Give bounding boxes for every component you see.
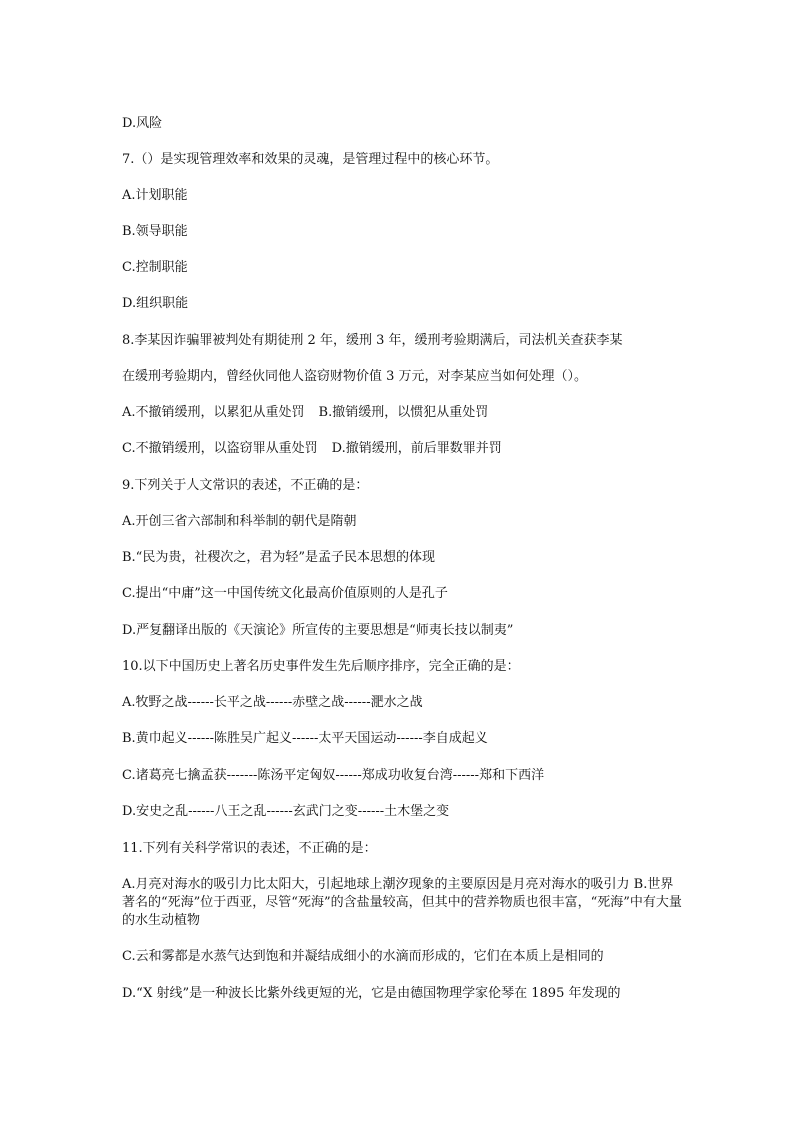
question-8-line-1: 8.李某因诈骗罪被判处有期徒刑 2 年，缓刑 3 年，缓刑考验期满后，司法机关查获李某 (122, 333, 623, 348)
options-8-cd (122, 440, 502, 458)
option-8b: B.撤销缓刑，以惯犯从重处罚 (318, 405, 489, 420)
option-10d: D.安史之乱------八王之乱------玄武门之变------土木堡之变 (122, 804, 450, 819)
question-9: 9.下列关于人文常识的表述，不正确的是： (122, 478, 369, 493)
option-7a: A.计划职能 (122, 188, 188, 203)
option-11d: D.“X 射线”是一种波长比紫外线更短的光，它是由德国物理学家伦琴在 1895 年发现的 (122, 986, 621, 1001)
options-8-ab (122, 404, 488, 422)
option-10c: C.诸葛亮七擒孟获-------陈汤平定匈奴------郑成功收复台湾------郑和下西洋 (122, 768, 545, 783)
option-6d: D.风险 (122, 116, 163, 131)
question-11: 11.下列有关科学常识的表述，不正确的是： (122, 841, 377, 856)
option-7c: C.控制职能 (122, 260, 188, 275)
option-10a: A.牧野之战------长平之战------赤壁之战------淝水之战 (122, 695, 423, 710)
option-9d: D.严复翻译出版的《天演论》所宣传的主要思想是“师夷长技以制夷” (122, 623, 514, 638)
option-8a: A.不撤销缓刑，以累犯从重处罚 (122, 405, 305, 420)
option-9b: B.“民为贵，社稷次之，君为轻”是孟子民本思想的体现 (122, 550, 435, 565)
option-10b: B.黄巾起义------陈胜吴广起义------太平天国运动------李自成起义 (122, 731, 488, 746)
option-7d: D.组织职能 (122, 296, 189, 311)
question-7: 7.（）是实现管理效率和效果的灵魂，是管理过程中的核心环节。 (122, 152, 499, 167)
option-9a: A.开创三省六部制和科举制的朝代是隋朝 (122, 514, 357, 529)
option-8d: D.撤销缓刑，前后罪数罪并罚 (331, 441, 502, 456)
option-7b: B.领导职能 (122, 224, 188, 239)
question-10: 10.以下中国历史上著名历史事件发生先后顺序排序，完全正确的是： (122, 659, 520, 674)
option-8c: C.不撤销缓刑，以盗窃罪从重处罚 (122, 441, 318, 456)
option-11ab: A.月亮对海水的吸引力比太阳大，引起地球上潮汐现象的主要原因是月亮对海水的吸引力 B.世界著名的“死海”位于西亚，尽管“死海”的含盐量较高，但其中的营养物质也很丰富，“死海”中有大量的水生动植物 (122, 877, 682, 928)
question-8-line-2: 在缓刑考验期内，曾经伙同他人盗窃财物价值 3 万元，对李某应当如何处理（）。 (122, 369, 588, 384)
option-9c: C.提出“中庸”这一中国传统文化最高价值原则的人是孔子 (122, 586, 448, 601)
option-11c: C.云和雾都是水蒸气达到饱和并凝结成细小的水滴而形成的，它们在本质上是相同的 (122, 949, 604, 964)
